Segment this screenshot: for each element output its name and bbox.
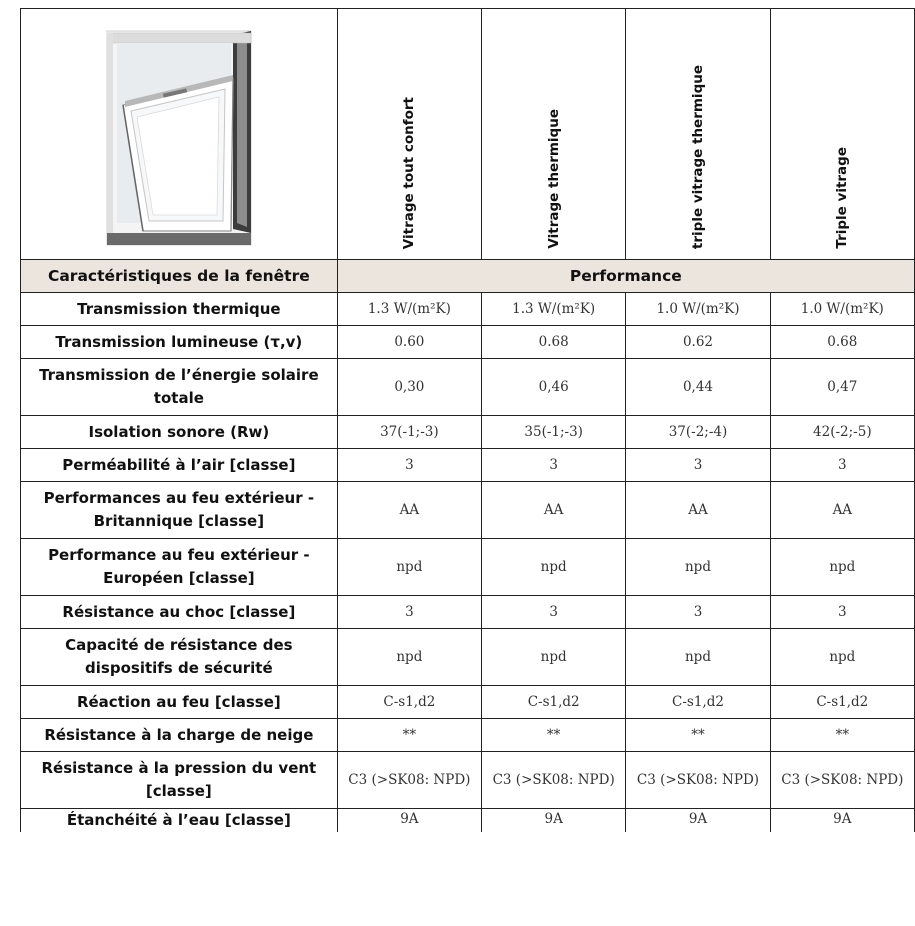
row-value: 1.0 W/(m²K) <box>626 293 770 326</box>
row-value: 3 <box>626 449 770 482</box>
row-value: 37(-1;-3) <box>337 416 481 449</box>
row-value: npd <box>482 629 626 686</box>
table-row <box>21 416 915 449</box>
row-value: 0,46 <box>482 359 626 416</box>
section-right-label: Performance <box>337 260 914 293</box>
row-value: 9A <box>337 809 481 833</box>
row-value: 3 <box>770 449 914 482</box>
row-value: 3 <box>770 596 914 629</box>
row-value: 42(-2;-5) <box>770 416 914 449</box>
row-value: C-s1,d2 <box>770 686 914 719</box>
row-value: C3 (>SK08: NPD) <box>337 752 481 809</box>
column-header-3 <box>626 9 770 260</box>
section-row <box>21 260 915 293</box>
row-value: 0,47 <box>770 359 914 416</box>
column-header-4 <box>770 9 914 260</box>
row-value: 3 <box>482 596 626 629</box>
row-value: ** <box>482 719 626 752</box>
row-label: Performance au feu extérieur - Européen [classe] <box>21 539 338 596</box>
row-value: npd <box>626 539 770 596</box>
header-row <box>21 9 915 260</box>
row-value: 1.3 W/(m²K) <box>337 293 481 326</box>
row-value: npd <box>337 539 481 596</box>
row-label: Réaction au feu [classe] <box>21 686 338 719</box>
row-value: 3 <box>337 449 481 482</box>
column-header-label: Vitrage tout confort <box>401 96 418 249</box>
row-label: Isolation sonore (Rw) <box>21 416 338 449</box>
table-row <box>21 686 915 719</box>
row-value: npd <box>770 539 914 596</box>
row-value: 1.3 W/(m²K) <box>482 293 626 326</box>
row-value: 1.0 W/(m²K) <box>770 293 914 326</box>
row-value: 0.62 <box>626 326 770 359</box>
row-value: 0,30 <box>337 359 481 416</box>
row-value: C-s1,d2 <box>482 686 626 719</box>
row-value: 0.68 <box>482 326 626 359</box>
row-label: Capacité de résistance des dispositifs de sécurité <box>21 629 338 686</box>
row-value: 9A <box>482 809 626 833</box>
table-row <box>21 629 915 686</box>
row-value: C3 (>SK08: NPD) <box>482 752 626 809</box>
table-row <box>21 482 915 539</box>
table-row <box>21 359 915 416</box>
row-value: npd <box>337 629 481 686</box>
row-value: npd <box>626 629 770 686</box>
row-value: 35(-1;-3) <box>482 416 626 449</box>
row-value: 0.68 <box>770 326 914 359</box>
row-label: Transmission de l’énergie solaire totale <box>21 359 338 416</box>
row-value: 0.60 <box>337 326 481 359</box>
specification-table <box>20 8 915 832</box>
row-value: C3 (>SK08: NPD) <box>626 752 770 809</box>
table-row <box>21 539 915 596</box>
row-value: 0,44 <box>626 359 770 416</box>
roof-window-image <box>25 9 341 255</box>
row-value: 9A <box>626 809 770 833</box>
column-header-label: triple vitrage thermique <box>689 64 706 249</box>
row-value: C-s1,d2 <box>626 686 770 719</box>
row-value: AA <box>337 482 481 539</box>
row-label: Résistance à la pression du vent [classe] <box>21 752 338 809</box>
row-value: 3 <box>482 449 626 482</box>
row-label: Résistance au choc [classe] <box>21 596 338 629</box>
row-value: C-s1,d2 <box>337 686 481 719</box>
table-row <box>21 293 915 326</box>
row-value: AA <box>482 482 626 539</box>
window-illustration-cell <box>21 9 338 260</box>
column-header-label: Vitrage thermique <box>545 109 562 249</box>
row-value: npd <box>770 629 914 686</box>
row-value: npd <box>482 539 626 596</box>
section-left-label: Caractéristiques de la fenêtre <box>21 260 338 293</box>
row-value: AA <box>770 482 914 539</box>
row-value: 37(-2;-4) <box>626 416 770 449</box>
table-row <box>21 449 915 482</box>
row-label: Perméabilité à l’air [classe] <box>21 449 338 482</box>
column-header-1 <box>337 9 481 260</box>
row-label: Étanchéité à l’eau [classe] <box>21 809 338 833</box>
row-value: ** <box>626 719 770 752</box>
row-value: C3 (>SK08: NPD) <box>770 752 914 809</box>
table-row <box>21 719 915 752</box>
row-value: AA <box>626 482 770 539</box>
row-label: Transmission thermique <box>21 293 338 326</box>
row-value: 3 <box>337 596 481 629</box>
row-value: 3 <box>626 596 770 629</box>
table-row <box>21 596 915 629</box>
row-label: Transmission lumineuse (τ,v) <box>21 326 338 359</box>
table-row <box>21 809 915 833</box>
table-row <box>21 326 915 359</box>
column-header-label: Triple vitrage <box>834 147 851 249</box>
column-header-2 <box>482 9 626 260</box>
row-value: ** <box>770 719 914 752</box>
row-value: ** <box>337 719 481 752</box>
row-label: Résistance à la charge de neige <box>21 719 338 752</box>
table-row <box>21 752 915 809</box>
row-value: 9A <box>770 809 914 833</box>
row-label: Performances au feu extérieur - Britannique [classe] <box>21 482 338 539</box>
